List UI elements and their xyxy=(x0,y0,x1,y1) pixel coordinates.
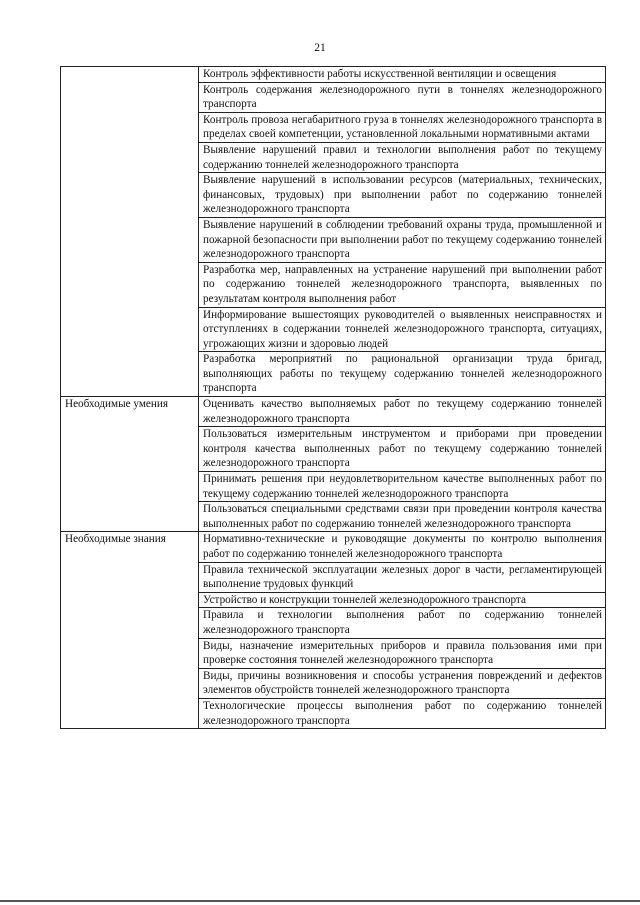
item-description: Принимать решения при неудовлетворительном качестве выполненных работ по текущему содержанию тоннелей железнодорожного транспорта xyxy=(199,472,606,502)
item-description: Технологические процессы выполнения работ по содержанию тоннелей железнодорожного транспорта xyxy=(199,698,606,728)
item-description: Устройство и конструкции тоннелей железнодорожного транспорта xyxy=(199,592,606,608)
section-label xyxy=(61,67,199,397)
table-row xyxy=(61,397,606,427)
item-description: Правила и технологии выполнения работ по содержанию тоннелей железнодорожного транспорта xyxy=(199,608,606,638)
item-description: Оценивать качество выполняемых работ по текущему содержанию тоннелей железнодорожного транспорта xyxy=(199,397,606,427)
scan-edge-line xyxy=(0,900,640,902)
item-description: Выявление нарушений правил и технологии выполнения работ по текущему содержанию тоннелей железнодорожного транспорта xyxy=(199,142,606,172)
requirements-table xyxy=(60,66,606,729)
item-description: Выявление нарушений в соблюдении требований охраны труда, промышленной и пожарной безопасности при выполнении работ по текущему содержанию тоннелей железнодорожного транспорта xyxy=(199,217,606,262)
item-description: Нормативно-технические и руководящие документы по контролю выполнения работ по содержанию тоннелей железнодорожного транспорта xyxy=(199,532,606,562)
item-description: Разработка мер, направленных на устранение нарушений при выполнении работ по содержанию тоннелей железнодорожного транспорта, выявленных по результатам контроля выполнения работ xyxy=(199,262,606,307)
item-description: Разработка мероприятий по рациональной организации труда бригад, выполняющих работы по текущему содержанию тоннелей железнодорожного транспорта xyxy=(199,352,606,397)
item-description: Контроль эффективности работы искусственной вентиляции и освещения xyxy=(199,67,606,83)
table-row xyxy=(61,532,606,562)
item-description: Выявление нарушений в использовании ресурсов (материальных, технических, финансовых, трудовых) при выполнении работ по содержанию тоннелей железнодорожного транспорта xyxy=(199,173,606,218)
item-description: Виды, назначение измерительных приборов и правила пользования ими при проверке состояния тоннелей железнодорожного транспорта xyxy=(199,638,606,668)
section-label: Необходимые знания xyxy=(61,532,199,729)
item-description: Виды, причины возникновения и способы устранения повреждений и дефектов элементов обустройств тоннелей железнодорожного транспорта xyxy=(199,668,606,698)
item-description: Правила технической эксплуатации железных дорог в части, регламентирующей выполнение трудовых функций xyxy=(199,562,606,592)
item-description: Пользоваться специальными средствами связи при проведении контроля качества выполненных работ по содержанию тоннелей железнодорожного транспорта xyxy=(199,502,606,532)
item-description: Пользоваться измерительным инструментом и приборами при проведении контроля качества выполненных работ по текущему содержанию тоннелей железнодорожного транспорта xyxy=(199,427,606,472)
table-row xyxy=(61,67,606,83)
item-description: Контроль содержания железнодорожного пути в тоннелях железнодорожного транспорта xyxy=(199,82,606,112)
item-description: Контроль провоза негабаритного груза в тоннелях железнодорожного транспорта в пределах своей компетенции, установленной локальными нормативными актами xyxy=(199,112,606,142)
section-label: Необходимые умения xyxy=(61,397,199,532)
item-description: Информирование вышестоящих руководителей о выявленных неисправностях и отступлениях в содержании тоннелей железнодорожного транспорта, ситуациях, угрожающих жизни и здоровью людей xyxy=(199,307,606,352)
page-number: 21 xyxy=(314,42,326,54)
